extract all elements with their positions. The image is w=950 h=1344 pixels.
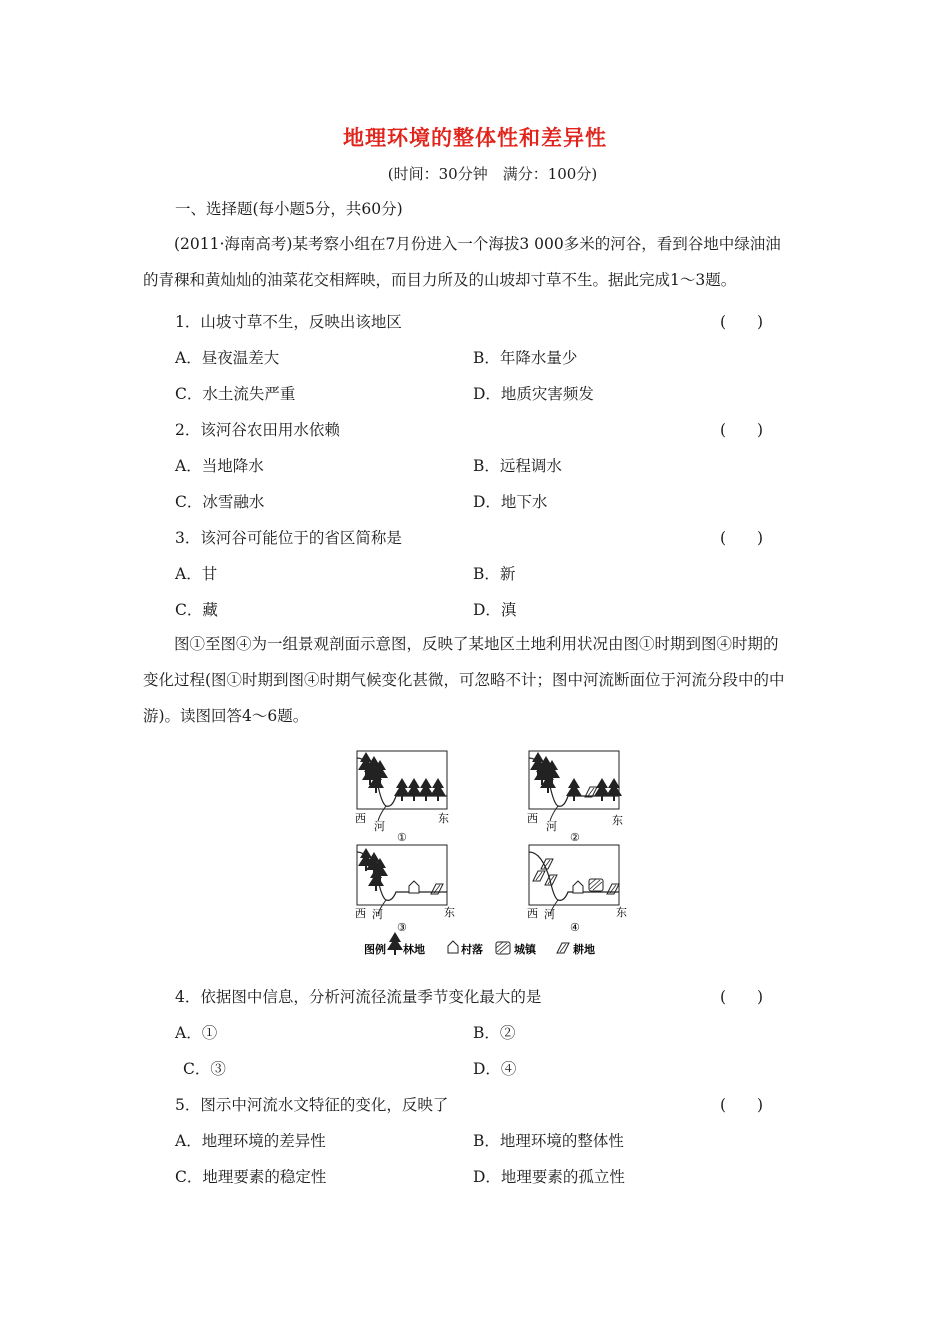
question-4-stem: 4．依据图中信息，分析河流径流量季节变化最大的是 — [175, 988, 542, 1006]
q3-option-b: B．新 — [473, 565, 516, 583]
q4-option-b: B．② — [473, 1024, 516, 1042]
q1-option-a: A．昼夜温差大 — [175, 349, 280, 367]
legend-village-label: 村落 — [461, 943, 483, 956]
river-label: 河 — [546, 820, 557, 833]
section-heading: 一、选择题(每小题5分，共60分) — [175, 200, 403, 218]
q5-option-c: C．地理要素的稳定性 — [175, 1168, 327, 1186]
question-1-stem: 1．山坡寸草不生，反映出该地区 — [175, 313, 402, 331]
farmland-icon — [557, 943, 569, 953]
question-2-stem: 2．该河谷农田用水依赖 — [175, 421, 340, 439]
question-3-stem: 3．该河谷可能位于的省区简称是 — [175, 529, 402, 547]
panel-4 — [527, 845, 627, 934]
east-label: 东 — [438, 812, 449, 825]
q1-option-b: B．年降水量少 — [473, 349, 578, 367]
panel-2 — [527, 751, 623, 844]
west-label: 西 — [527, 812, 538, 825]
q2-option-b: B．远程调水 — [473, 457, 562, 475]
legend-title: 图例 — [364, 943, 386, 956]
river-label: 河 — [544, 908, 555, 921]
west-label: 西 — [355, 812, 366, 825]
west-label: 西 — [527, 907, 538, 920]
answer-blank-2: ( ) — [720, 421, 764, 439]
panel-4-label: ④ — [570, 921, 580, 934]
q2-option-a: A．当地降水 — [175, 457, 264, 475]
panel-3 — [355, 845, 455, 934]
q3-option-d: D．滇 — [473, 601, 517, 619]
passage-1: (2011·海南高考)某考察小组在7月份进入一个海拔3 000多米的河谷，看到谷地中绿油油的青稞和黄灿灿的油菜花交相辉映，而目力所及的山坡却寸草不生。据此完成1～3题。 — [143, 235, 781, 289]
east-label: 东 — [612, 814, 623, 827]
village-icon — [448, 941, 458, 953]
q4-option-d: D．④ — [473, 1060, 517, 1078]
legend-town-label: 城镇 — [514, 943, 536, 956]
time-score-info: (时间：30分钟 满分：100分) — [387, 165, 598, 183]
page-title: 地理环境的整体性和差异性 — [343, 125, 607, 150]
q5-option-b: B．地理环境的整体性 — [473, 1132, 624, 1150]
answer-blank-1: ( ) — [720, 313, 764, 331]
q5-option-d: D．地理要素的孤立性 — [473, 1168, 625, 1186]
q1-option-c: C．水土流失严重 — [175, 385, 296, 403]
answer-blank-4: ( ) — [720, 988, 764, 1006]
q3-option-a: A．甘 — [175, 565, 218, 583]
east-label: 东 — [444, 906, 455, 919]
panel-2-label: ② — [570, 831, 580, 844]
town-icon — [496, 942, 510, 954]
panel-1-label: ① — [397, 831, 407, 844]
figure-legend — [364, 932, 595, 956]
q2-option-c: C．冰雪融水 — [175, 493, 265, 511]
legend-forest-label: 林地 — [403, 943, 425, 956]
answer-blank-5: ( ) — [720, 1096, 764, 1114]
panel-1 — [355, 751, 449, 844]
west-label: 西 — [355, 907, 366, 920]
q4-option-c: C．③ — [183, 1060, 226, 1078]
q5-option-a: A．地理环境的差异性 — [175, 1132, 326, 1150]
river-label: 河 — [372, 908, 383, 921]
answer-blank-3: ( ) — [720, 529, 764, 547]
question-5-stem: 5．图示中河流水文特征的变化，反映了 — [175, 1096, 449, 1114]
q2-option-d: D．地下水 — [473, 493, 548, 511]
panel-3-label: ③ — [397, 921, 407, 934]
passage-2: 图①至图④为一组景观剖面示意图，反映了某地区土地利用状况由图①时期到图④时期的变化过程(图①时期到图④时期气候变化甚微，可忽略不计；图中河流断面位于河流分段中的中游)。读图回答4～6题。 — [143, 635, 785, 725]
legend-farm-label: 耕地 — [573, 943, 595, 956]
forest-icon — [387, 932, 403, 955]
landscape-profile-figure — [350, 746, 640, 960]
q3-option-c: C．藏 — [175, 601, 218, 619]
river-label: 河 — [374, 820, 385, 833]
east-label: 东 — [616, 906, 627, 919]
q1-option-d: D．地质灾害频发 — [473, 385, 594, 403]
q4-option-a: A．① — [175, 1024, 218, 1042]
